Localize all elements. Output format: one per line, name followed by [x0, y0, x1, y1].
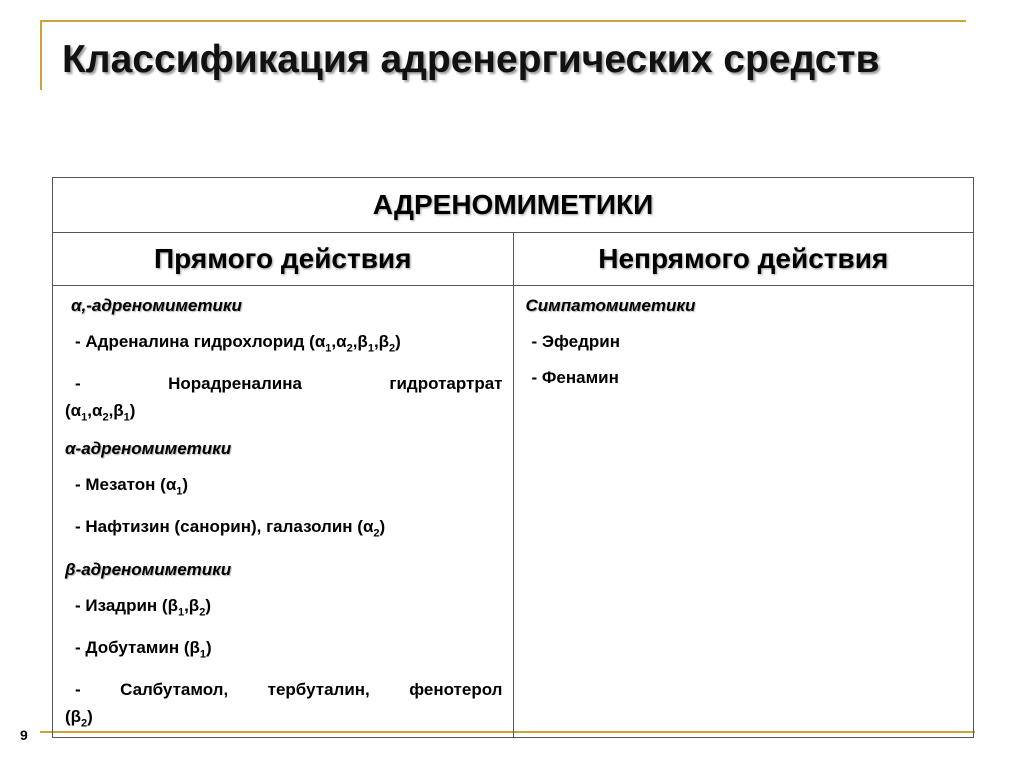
list-item-noradrenaline: - Норадреналина гидротартрат — [75, 374, 503, 394]
frame-left-line — [40, 20, 42, 90]
direct-action-header: Прямого действия — [53, 233, 514, 286]
list-item-dobutamin: - Добутамин $(\beta_1)$ — [75, 637, 212, 661]
slide-title: Классификация адренергических средств — [62, 38, 880, 81]
list-item-naftizin: - Нафтизин (санорин), галазолин $(\alpha_2)$ — [75, 517, 386, 540]
list-item-adrenaline: - Адреналина гидрохлорид $(\alpha_1,\alpha_2,\beta_1,\beta_2)$ — [75, 332, 401, 355]
classification-table — [52, 177, 974, 738]
list-item-category-beta: β-адреномиметики — [65, 559, 232, 579]
main-header: АДРЕНОМИМЕТИКИ — [53, 178, 974, 233]
list-item-ephedrine: - Эфедрин — [531, 332, 620, 351]
list-item-category-alpha: α-адреномиметики — [65, 438, 232, 458]
list-item-izadrin: - Изадрин $(\beta_1,\beta_2)$ — [75, 595, 211, 618]
list-item-category-sympathomimetics: Симпатомиметики — [525, 296, 696, 315]
indirect-action-cell — [513, 286, 974, 738]
list-item-phenamine: - Фенамин — [531, 368, 619, 387]
indirect-action-header: Непрямого действия — [513, 233, 974, 286]
list-item-category-alpha-beta: α,-адреномиметики — [71, 296, 242, 315]
list-item-salbutamol-receptors: $(\beta_2)$ — [65, 707, 93, 730]
frame-top-line — [40, 20, 966, 22]
direct-action-cell — [53, 286, 514, 738]
list-item-salbutamol: - Салбутамол, тербуталин, фенотерол — [75, 680, 503, 700]
list-item-noradrenaline-receptors: $(\alpha_1,\alpha_2,\beta_1)$ — [65, 401, 136, 424]
list-item-mezaton: - Мезатон $(\alpha_1)$ — [75, 474, 189, 498]
page-number: 9 — [20, 727, 28, 743]
